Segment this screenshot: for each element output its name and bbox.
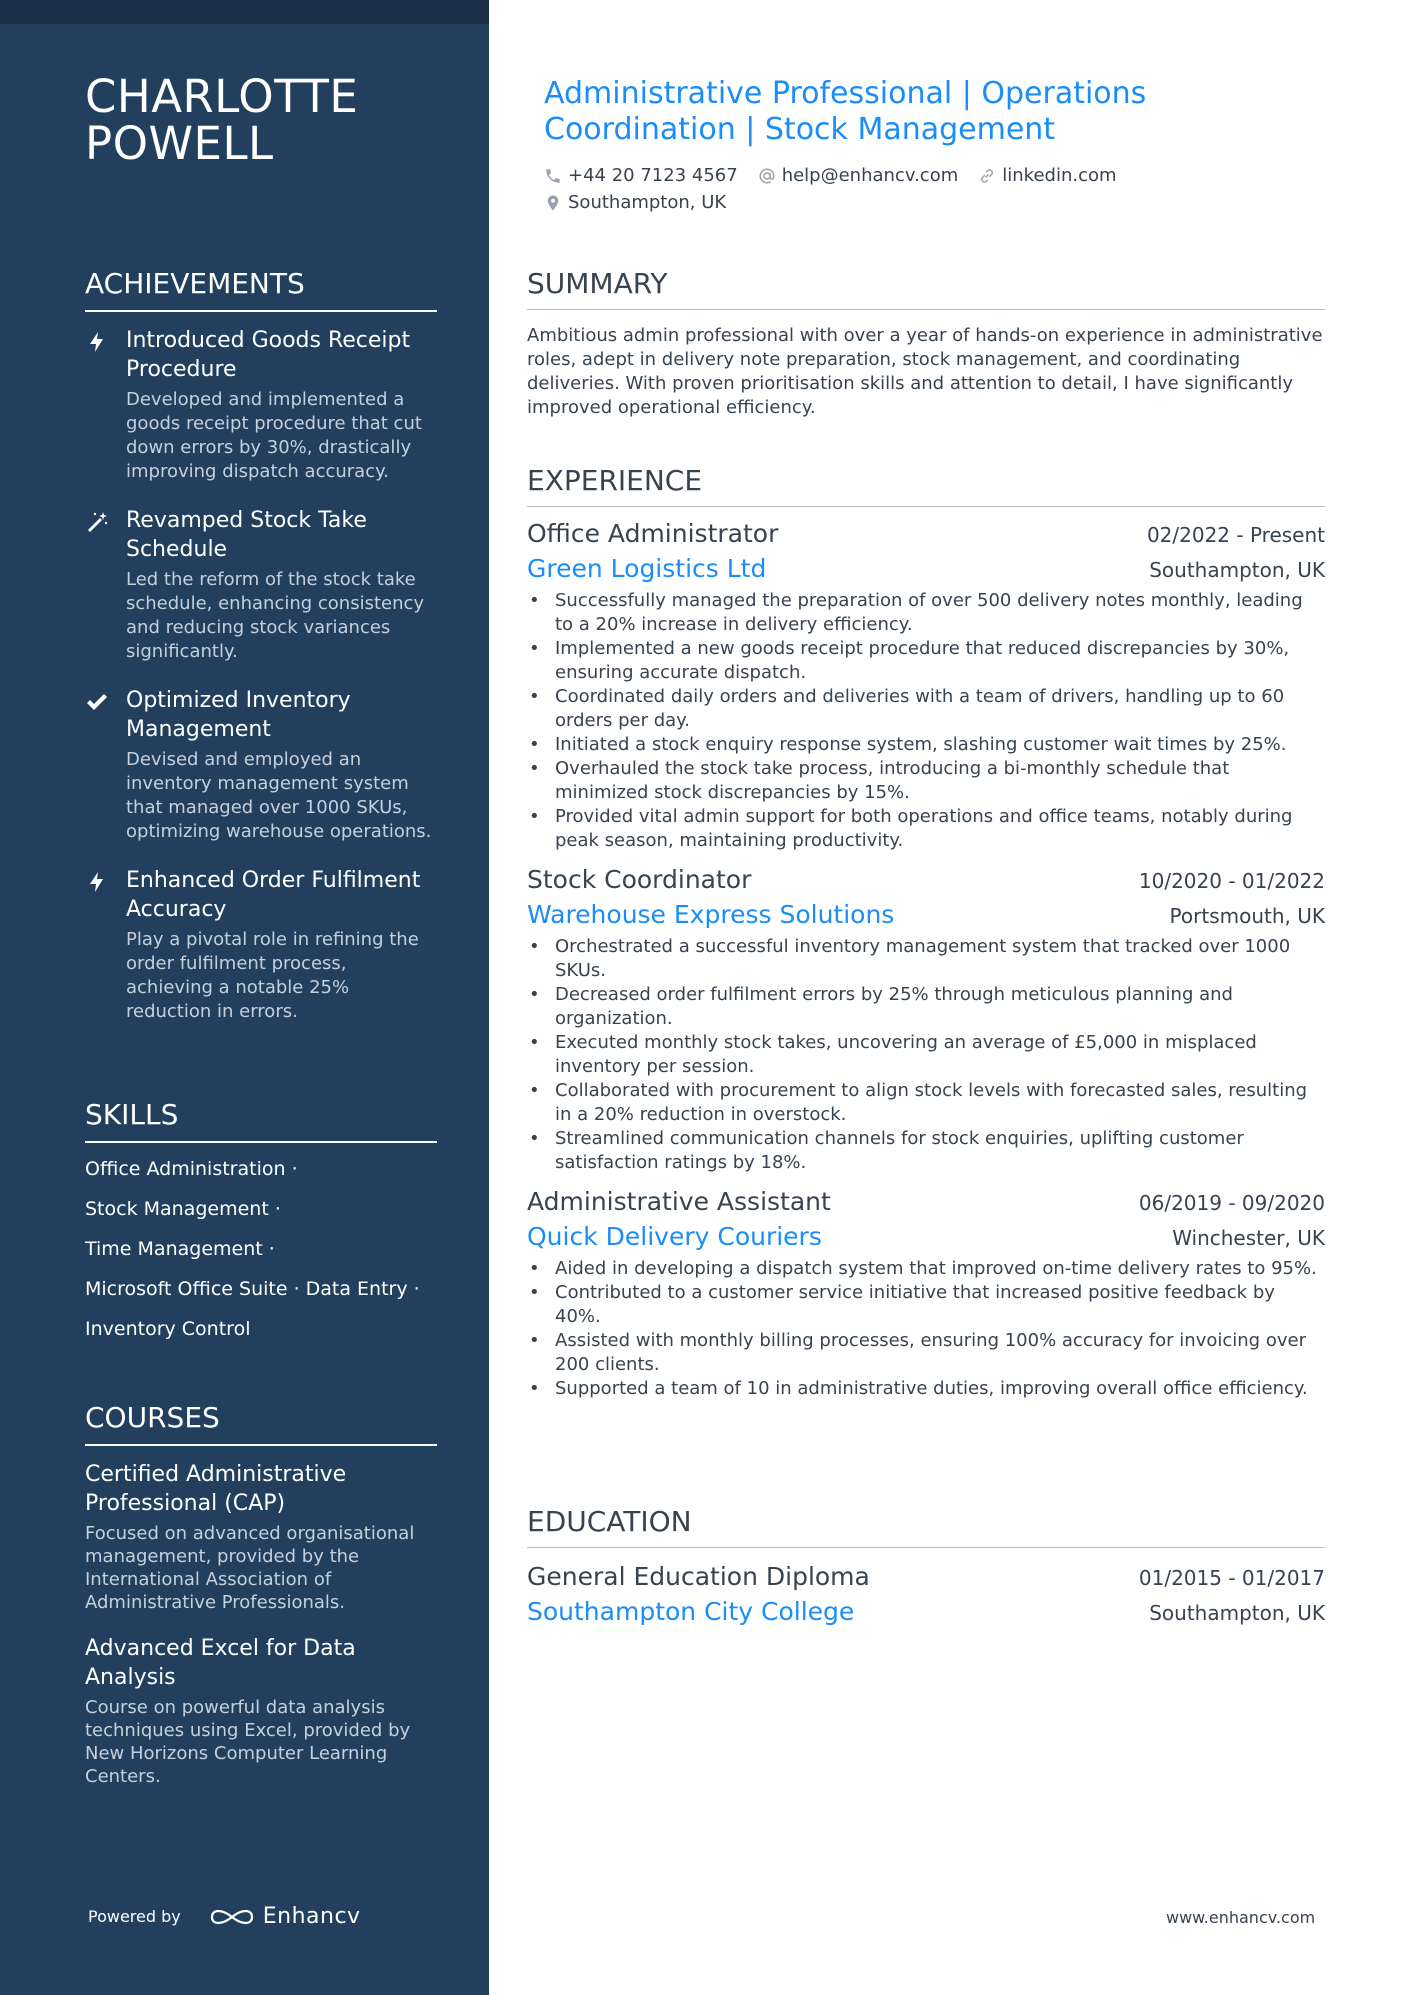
headline: Administrative Professional | Operations Coordination | Stock Management [544, 76, 1147, 147]
enhancv-logo[interactable] [209, 1904, 361, 1929]
education-section [527, 1505, 1325, 1630]
footer-website[interactable]: www.enhancv.com [1166, 1908, 1316, 1927]
achievement-item [85, 686, 437, 844]
experience-section [527, 464, 1325, 1401]
achievement-description: Developed and implemented a goods receipt procedure that cut down errors by 30%, drastically improving dispatch accuracy. [126, 389, 422, 482]
course-title: Advanced Excel for Data Analysis [85, 1636, 356, 1690]
candidate-name [85, 70, 359, 170]
job-entry [527, 1185, 1325, 1401]
job-entry [527, 517, 1325, 853]
job-title: Administrative Assistant [527, 1187, 831, 1216]
job-dates: 06/2019 - 09/2020 [1138, 1191, 1325, 1215]
achievement-title: Enhanced Order Fulfilment Accuracy [126, 868, 421, 922]
job-company: Green Logistics Ltd [527, 554, 767, 583]
achievement-description: Led the reform of the stock take schedule, enhancing consistency and reducing stock variances significantly. [126, 569, 425, 662]
bullet-item: • Aided in developing a dispatch system that improved on-time delivery rates to 95%. [527, 1257, 1325, 1281]
location-text: Southampton, UK [568, 192, 727, 213]
bullet-item: • Provided vital admin support for both operations and office teams, notably during peak season, maintaining productivity. [527, 805, 1325, 853]
skill-line: Microsoft Office Suite · Data Entry · [85, 1278, 420, 1300]
linkedin-url: linkedin.com [1002, 165, 1117, 186]
experience-heading: EXPERIENCE [527, 464, 1325, 507]
achievement-item [85, 866, 437, 1024]
phone-number: +44 20 7123 4567 [568, 165, 738, 186]
phone-contact[interactable] [544, 162, 738, 189]
bullet-item: • Implemented a new goods receipt procedure that reduced discrepancies by 30%, ensuring accurate dispatch. [527, 637, 1325, 685]
at-sign-icon [758, 167, 776, 185]
skill-line: Inventory Control [85, 1318, 251, 1340]
enhancv-brand-name: Enhancv [262, 1904, 361, 1929]
bullet-item: • Orchestrated a successful inventory management system that tracked over 1000 SKUs. [527, 935, 1325, 983]
achievement-title: Optimized Inventory Management [126, 688, 351, 742]
bullet-item: • Overhauled the stock take process, introducing a bi-monthly schedule that minimized stock discrepancies by 15%. [527, 757, 1325, 805]
achievement-title: Introduced Goods Receipt Procedure [126, 328, 411, 382]
school-name: Southampton City College [527, 1597, 855, 1626]
job-company: Quick Delivery Couriers [527, 1222, 822, 1251]
achievement-description: Devised and employed an inventory management system that managed over 1000 SKUs, optimizing warehouse operations. [126, 749, 432, 842]
powered-by [88, 1904, 361, 1929]
last-name: POWELL [85, 117, 274, 170]
email-address: help@enhancv.com [781, 165, 959, 186]
courses-heading: COURSES [85, 1401, 437, 1446]
bullet-item: • Streamlined communication channels for stock enquiries, uplifting customer satisfaction ratings by 18%. [527, 1127, 1325, 1175]
sidebar [0, 0, 489, 1995]
skill-line: Time Management · [85, 1238, 275, 1260]
education-dates: 01/2015 - 01/2017 [1138, 1566, 1325, 1590]
job-location: Portsmouth, UK [1169, 904, 1325, 928]
job-bullets [527, 1257, 1325, 1401]
location-pin-icon [544, 194, 562, 212]
job-dates: 10/2020 - 01/2022 [1138, 869, 1325, 893]
job-dates: 02/2022 - Present [1146, 523, 1325, 547]
bullet-item: • Decreased order fulfilment errors by 25% through meticulous planning and organization. [527, 983, 1325, 1031]
summary-text: Ambitious admin professional with over a year of hands-on experience in administrative roles, adept in delivery note preparation, stock management, and coordinating deliveries. With proven prioritisation skills and attention to detail, I have significantly improved operational efficiency. [527, 325, 1323, 418]
contact-info [544, 162, 1324, 216]
first-name: CHARLOTTE [85, 70, 359, 123]
bullet-item: • Executed monthly stock takes, uncovering an average of £5,000 in misplaced inventory per session. [527, 1031, 1325, 1079]
achievements-section [85, 267, 437, 1046]
bolt-icon [85, 870, 109, 894]
course-item [85, 1460, 437, 1614]
job-bullets [527, 589, 1325, 853]
sidebar-top-bar [0, 0, 489, 24]
achievement-title: Revamped Stock Take Schedule [126, 508, 367, 562]
skills-section [85, 1098, 437, 1357]
link-icon [978, 167, 996, 185]
summary-heading: SUMMARY [527, 267, 1325, 310]
skills-heading: SKILLS [85, 1098, 437, 1143]
enhancv-logo-icon [209, 1905, 255, 1929]
checkmark-icon [85, 690, 109, 714]
achievement-item [85, 506, 437, 664]
courses-section [85, 1401, 437, 1808]
course-item [85, 1634, 437, 1788]
linkedin-contact[interactable] [978, 162, 1116, 189]
phone-icon [544, 167, 562, 185]
course-description: Course on powerful data analysis techniques using Excel, provided by New Horizons Computer Learning Centers. [85, 1697, 411, 1787]
job-location: Winchester, UK [1172, 1226, 1325, 1250]
summary-section [527, 267, 1325, 420]
course-description: Focused on advanced organisational management, provided by the International Association of Administrative Professionals. [85, 1523, 415, 1613]
skill-line: Stock Management · [85, 1198, 281, 1220]
bullet-item: • Collaborated with procurement to align stock levels with forecasted sales, resulting in a 20% reduction in overstock. [527, 1079, 1325, 1127]
education-heading: EDUCATION [527, 1505, 1325, 1548]
job-location: Southampton, UK [1149, 558, 1325, 582]
job-entry [527, 863, 1325, 1175]
email-contact[interactable] [758, 162, 959, 189]
bullet-item: • Contributed to a customer service initiative that increased positive feedback by 40%. [527, 1281, 1325, 1329]
bullet-item: • Assisted with monthly billing processes, ensuring 100% accuracy for invoicing over 200 clients. [527, 1329, 1325, 1377]
education-entry [527, 1560, 1325, 1630]
magic-wand-icon [85, 510, 109, 534]
education-location: Southampton, UK [1149, 1601, 1325, 1625]
degree-title: General Education Diploma [527, 1562, 870, 1591]
achievements-heading: ACHIEVEMENTS [85, 267, 437, 312]
job-bullets [527, 935, 1325, 1175]
job-title: Stock Coordinator [527, 865, 752, 894]
location-contact [544, 189, 726, 216]
job-title: Office Administrator [527, 519, 779, 548]
bullet-item: • Supported a team of 10 in administrative duties, improving overall office efficiency. [527, 1377, 1325, 1401]
bullet-item: • Successfully managed the preparation of over 500 delivery notes monthly, leading to a 20% increase in delivery efficiency. [527, 589, 1325, 637]
bullet-item: • Coordinated daily orders and deliveries with a team of drivers, handling up to 60 orders per day. [527, 685, 1325, 733]
achievement-description: Play a pivotal role in refining the order fulfilment process, achieving a notable 25% reduction in errors. [126, 929, 419, 1022]
bolt-icon [85, 330, 109, 354]
course-title: Certified Administrative Professional (CAP) [85, 1462, 347, 1516]
bullet-item: • Initiated a stock enquiry response system, slashing customer wait times by 25%. [527, 733, 1325, 757]
achievement-item [85, 326, 437, 484]
job-company: Warehouse Express Solutions [527, 900, 895, 929]
skill-line: Office Administration · [85, 1158, 298, 1180]
powered-by-label: Powered by [88, 1907, 181, 1926]
